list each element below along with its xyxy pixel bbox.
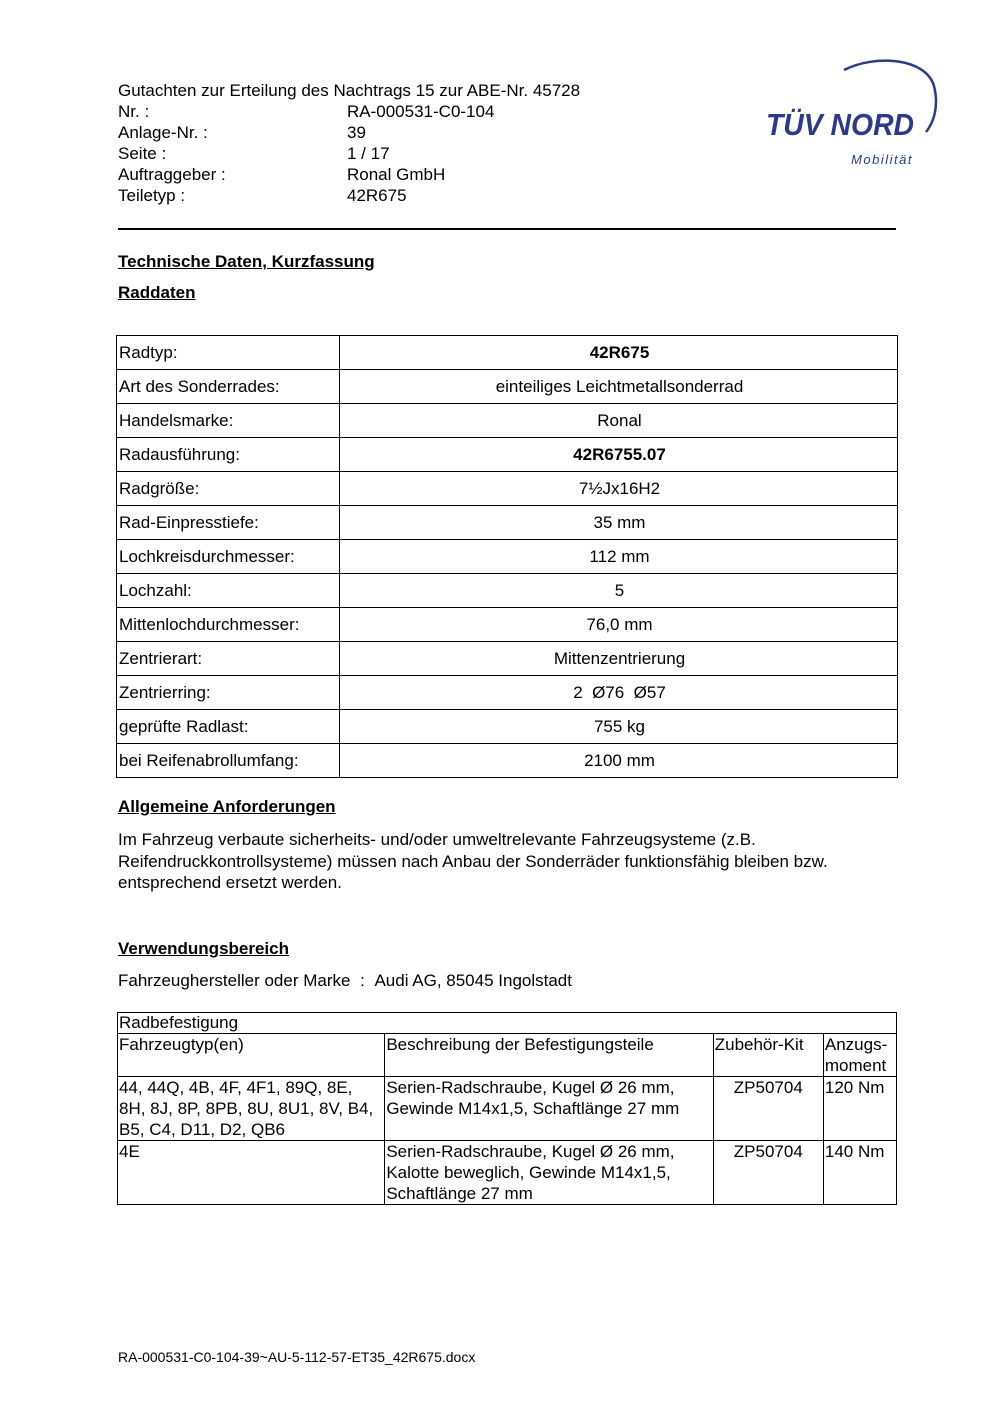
row-value: Mittenzentrierung: [340, 642, 898, 676]
row-label: Zentrierart:: [117, 642, 340, 676]
meta-row-auftraggeber: [118, 164, 494, 185]
meta-row-anlage: [118, 122, 494, 143]
torque-cell: 120 Nm: [823, 1077, 896, 1141]
table-row: [117, 404, 898, 438]
manufacturer-separator: :: [360, 971, 365, 990]
table-row: [117, 472, 898, 506]
table-row: [117, 744, 898, 778]
row-label: Radgröße:: [117, 472, 340, 506]
table-row: [117, 370, 898, 404]
meta-label: Seite :: [118, 144, 167, 163]
document-title: Gutachten zur Erteilung des Nachtrags 15 zur ABE-Nr. 45728: [118, 81, 581, 100]
table-header-row: [118, 1034, 897, 1077]
section-heading-general-requirements: Allgemeine Anforderungen: [118, 797, 336, 816]
table-row: [117, 574, 898, 608]
table-row: [117, 336, 898, 370]
manufacturer-value: Audi AG, 85045 Ingolstadt: [374, 971, 572, 990]
section-heading-technical-data: Technische Daten, Kurzfassung: [118, 252, 375, 271]
row-value: einteiliges Leichtmetallsonderrad: [340, 370, 898, 404]
table-row: [117, 710, 898, 744]
meta-label: Nr. :: [118, 102, 150, 121]
section-heading-usage-area: Verwendungsbereich: [118, 939, 289, 958]
row-label: Radtyp:: [117, 336, 340, 370]
footer-filename: RA-000531-C0-104-39~AU-5-112-57-ET35_42R675.docx: [118, 1349, 476, 1365]
table-row: [117, 642, 898, 676]
row-label: Lochkreisdurchmesser:: [117, 540, 340, 574]
accessory-kit-cell: ZP50704: [713, 1077, 823, 1141]
manufacturer-line: [118, 971, 572, 991]
row-label: Handelsmarke:: [117, 404, 340, 438]
row-value: 5: [340, 574, 898, 608]
row-label: Mittenlochdurchmesser:: [117, 608, 340, 642]
vehicle-types-cell: 44, 44Q, 4B, 4F, 4F1, 89Q, 8E, 8H, 8J, 8P, 8PB, 8U, 8U1, 8V, B4, B5, C4, D11, D2, QB6: [118, 1077, 385, 1141]
wheel-mounting-table: [117, 1012, 897, 1205]
mounting-table-title: Radbefestigung: [118, 1013, 897, 1034]
table-row: [117, 608, 898, 642]
table-row: [118, 1077, 897, 1141]
table-title-row: [118, 1013, 897, 1034]
row-value: 42R6755.07: [340, 438, 898, 472]
meta-label: Auftraggeber :: [118, 165, 226, 184]
wheel-data-table: [116, 335, 898, 778]
table-row: [117, 438, 898, 472]
accessory-kit-cell: ZP50704: [713, 1141, 823, 1205]
column-header: Anzugs-moment: [823, 1034, 896, 1077]
column-header: Beschreibung der Befestigungsteile: [385, 1034, 713, 1077]
row-label: bei Reifenabrollumfang:: [117, 744, 340, 778]
row-value: 112 mm: [340, 540, 898, 574]
section-heading-raddaten: Raddaten: [118, 283, 196, 302]
row-label: Art des Sonderrades:: [117, 370, 340, 404]
meta-label: Anlage-Nr. :: [118, 123, 208, 142]
fastener-description-cell: Serien-Radschraube, Kugel Ø 26 mm, Kalotte beweglich, Gewinde M14x1,5, Schaftlänge 27 mm: [385, 1141, 713, 1205]
document-meta: [118, 101, 494, 206]
row-label: geprüfte Radlast:: [117, 710, 340, 744]
column-header: Fahrzeugtyp(en): [118, 1034, 385, 1077]
table-row: [117, 506, 898, 540]
svg-text:TÜV NORD: TÜV NORD: [766, 107, 914, 142]
table-row: [118, 1141, 897, 1205]
meta-value: 42R675: [347, 186, 407, 205]
vehicle-types-cell: 4E: [118, 1141, 385, 1205]
general-requirements-text: Im Fahrzeug verbaute sicherheits- und/oder umweltrelevante Fahrzeugsysteme (z.B. Reifendruckkontrollsysteme) müssen nach Anbau der Sonderräder funktionsfähig bleiben bzw. entsprechend ersetzt werden.: [118, 830, 828, 892]
row-value: Ronal: [340, 404, 898, 438]
meta-value: RA-000531-C0-104: [347, 102, 495, 121]
tuev-nord-logo: [766, 56, 942, 174]
header-divider: [118, 228, 896, 230]
row-label: Rad-Einpresstiefe:: [117, 506, 340, 540]
row-label: Lochzahl:: [117, 574, 340, 608]
meta-value: 39: [347, 123, 366, 142]
manufacturer-label: Fahrzeughersteller oder Marke: [118, 971, 351, 990]
column-header: Zubehör-Kit: [713, 1034, 823, 1077]
row-value: 7½Jx16H2: [340, 472, 898, 506]
meta-row-teiletyp: [118, 185, 494, 206]
row-value: 76,0 mm: [340, 608, 898, 642]
row-value: 755 kg: [340, 710, 898, 744]
table-row: [117, 676, 898, 710]
row-label: Radausführung:: [117, 438, 340, 472]
meta-row-nr: [118, 101, 494, 122]
table-row: [117, 540, 898, 574]
meta-label: Teiletyp :: [118, 186, 186, 205]
torque-cell: 140 Nm: [823, 1141, 896, 1205]
svg-text:Mobilität: Mobilität: [851, 152, 913, 167]
row-value: 2100 mm: [340, 744, 898, 778]
row-value: 2 Ø76 Ø57: [340, 676, 898, 710]
fastener-description-cell: Serien-Radschraube, Kugel Ø 26 mm, Gewinde M14x1,5, Schaftlänge 27 mm: [385, 1077, 713, 1141]
row-value: 42R675: [340, 336, 898, 370]
meta-value: 1 / 17: [347, 144, 390, 163]
row-label: Zentrierring:: [117, 676, 340, 710]
row-value: 35 mm: [340, 506, 898, 540]
meta-row-seite: [118, 143, 494, 164]
meta-value: Ronal GmbH: [347, 165, 446, 184]
